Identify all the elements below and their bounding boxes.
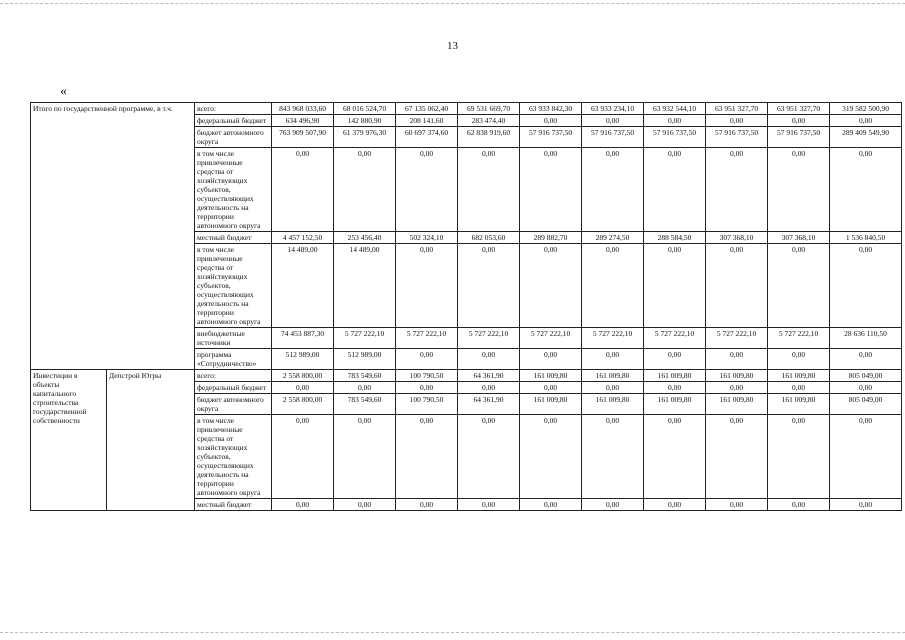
amount-cell: 0,00 [396,244,458,328]
amount-cell: 63 933 234,10 [582,103,644,115]
amount-cell: 67 135 062,40 [396,103,458,115]
amount-cell: 805 049,00 [830,394,902,415]
amount-cell: 0,00 [582,499,644,511]
amount-cell: 57 916 737,50 [706,127,768,148]
page-number: 13 [447,40,458,52]
amount-cell: 843 968 033,60 [272,103,334,115]
funding-source-label: в том числе привлеченные средства от хозяйствующих субъектов, осуществляющих деятельность на территории автономного округа [195,148,272,232]
amount-cell: 63 932 544,10 [644,103,706,115]
amount-cell: 783 549,60 [334,394,396,415]
amount-cell: 2 558 800,00 [272,370,334,382]
amount-cell: 0,00 [768,244,830,328]
amount-cell: 0,00 [830,115,902,127]
funding-source-label: всего: [195,370,272,382]
amount-cell: 0,00 [706,499,768,511]
amount-cell: 161 009,80 [706,370,768,382]
funding-source-label: местный бюджет [195,499,272,511]
amount-cell: 0,00 [396,415,458,499]
amount-cell: 0,00 [582,148,644,232]
amount-cell: 161 009,80 [706,394,768,415]
amount-cell: 289 409 549,90 [830,127,902,148]
amount-cell: 57 916 737,50 [768,127,830,148]
amount-cell: 161 009,80 [768,394,830,415]
amount-cell: 0,00 [458,415,520,499]
amount-cell: 0,00 [644,499,706,511]
funding-source-label: местный бюджет [195,232,272,244]
amount-cell: 0,00 [520,415,582,499]
section-title: Инвестиции в объекты капитального строительства государственной собственности [31,370,107,511]
amount-cell: 0,00 [520,115,582,127]
amount-cell: 4 457 152,50 [272,232,334,244]
amount-cell: 0,00 [396,349,458,370]
funding-source-label: федеральный бюджет [195,115,272,127]
top-scan-line [0,3,905,4]
amount-cell: 288 584,50 [644,232,706,244]
amount-cell: 68 016 524,70 [334,103,396,115]
amount-cell: 161 009,80 [520,394,582,415]
amount-cell: 0,00 [458,499,520,511]
amount-cell: 208 141,60 [396,115,458,127]
amount-cell: 0,00 [458,349,520,370]
amount-cell: 0,00 [520,382,582,394]
amount-cell: 289 882,70 [520,232,582,244]
bottom-scan-line [0,632,905,633]
amount-cell: 0,00 [768,382,830,394]
amount-cell: 783 549,60 [334,370,396,382]
amount-cell: 0,00 [644,148,706,232]
funding-source-label: в том числе привлеченные средства от хозяйствующих субъектов, осуществляющих деятельность на территории автономного округа [195,415,272,499]
amount-cell: 0,00 [458,382,520,394]
amount-cell: 682 053,60 [458,232,520,244]
amount-cell: 0,00 [582,244,644,328]
amount-cell: 0,00 [582,382,644,394]
amount-cell: 100 790,50 [396,394,458,415]
amount-cell: 634 496,90 [272,115,334,127]
amount-cell: 502 324,10 [396,232,458,244]
amount-cell: 0,00 [706,148,768,232]
amount-cell: 64 361,90 [458,394,520,415]
amount-cell: 0,00 [334,148,396,232]
amount-cell: 61 379 976,30 [334,127,396,148]
section-title: Итого по государственной программе, в т.ч. [31,103,195,370]
amount-cell: 0,00 [830,148,902,232]
amount-cell: 5 727 222,10 [458,328,520,349]
amount-cell: 0,00 [396,499,458,511]
amount-cell: 69 531 669,70 [458,103,520,115]
amount-cell: 0,00 [768,499,830,511]
amount-cell: 512 989,00 [334,349,396,370]
amount-cell: 161 009,80 [520,370,582,382]
amount-cell: 0,00 [520,244,582,328]
amount-cell: 0,00 [830,244,902,328]
amount-cell: 2 558 800,00 [272,394,334,415]
amount-cell: 0,00 [334,415,396,499]
amount-cell: 0,00 [396,382,458,394]
section-executor: Депстрой Югры [107,370,195,511]
amount-cell: 5 727 222,10 [582,328,644,349]
amount-cell: 0,00 [706,349,768,370]
amount-cell: 0,00 [520,499,582,511]
table-row [31,370,902,382]
amount-cell: 307 368,10 [706,232,768,244]
amount-cell: 161 009,80 [582,370,644,382]
amount-cell: 512 989,00 [272,349,334,370]
amount-cell: 100 790,50 [396,370,458,382]
amount-cell: 0,00 [520,349,582,370]
funding-source-label: внебюджетные источники [195,328,272,349]
funding-source-label: бюджет автономного округа [195,394,272,415]
amount-cell: 0,00 [272,148,334,232]
amount-cell: 57 916 737,50 [582,127,644,148]
amount-cell: 0,00 [644,382,706,394]
amount-cell: 0,00 [830,382,902,394]
table-row [31,103,902,115]
amount-cell: 0,00 [768,115,830,127]
amount-cell: 289 274,50 [582,232,644,244]
amount-cell: 57 916 737,50 [644,127,706,148]
amount-cell: 5 727 222,10 [396,328,458,349]
amount-cell: 0,00 [706,244,768,328]
amount-cell: 63 951 327,70 [768,103,830,115]
funding-source-label: программа «Сотрудничество» [195,349,272,370]
amount-cell: 74 453 887,30 [272,328,334,349]
funding-source-label: всего: [195,103,272,115]
amount-cell: 0,00 [272,499,334,511]
amount-cell: 0,00 [396,148,458,232]
budget-table-body [31,103,902,511]
amount-cell: 763 909 507,90 [272,127,334,148]
amount-cell: 0,00 [644,415,706,499]
amount-cell: 253 456,40 [334,232,396,244]
amount-cell: 0,00 [830,349,902,370]
amount-cell: 307 368,10 [768,232,830,244]
amount-cell: 5 727 222,10 [768,328,830,349]
amount-cell: 63 951 327,70 [706,103,768,115]
amount-cell: 14 489,00 [334,244,396,328]
funding-source-label: в том числе привлеченные средства от хозяйствующих субъектов, осуществляющих деятельность на территории автономного округа [195,244,272,328]
amount-cell: 161 009,80 [644,370,706,382]
amount-cell: 0,00 [830,499,902,511]
amount-cell: 0,00 [582,415,644,499]
amount-cell: 0,00 [644,349,706,370]
amount-cell: 0,00 [458,148,520,232]
amount-cell: 161 009,80 [644,394,706,415]
amount-cell: 805 049,00 [830,370,902,382]
amount-cell: 0,00 [520,148,582,232]
amount-cell: 0,00 [706,115,768,127]
amount-cell: 0,00 [582,115,644,127]
amount-cell: 5 727 222,10 [706,328,768,349]
amount-cell: 5 727 222,10 [520,328,582,349]
amount-cell: 0,00 [768,349,830,370]
amount-cell: 0,00 [706,415,768,499]
amount-cell: 283 474,40 [458,115,520,127]
amount-cell: 1 536 840,50 [830,232,902,244]
amount-cell: 0,00 [334,499,396,511]
amount-cell: 0,00 [272,382,334,394]
amount-cell: 5 727 222,10 [644,328,706,349]
amount-cell: 62 838 919,60 [458,127,520,148]
funding-source-label: бюджет автономного округа [195,127,272,148]
amount-cell: 0,00 [458,244,520,328]
amount-cell: 161 009,80 [582,394,644,415]
funding-source-label: федеральный бюджет [195,382,272,394]
amount-cell: 0,00 [830,415,902,499]
amount-cell: 14 489,00 [272,244,334,328]
amount-cell: 0,00 [272,415,334,499]
amount-cell: 64 361,90 [458,370,520,382]
amount-cell: 142 880,90 [334,115,396,127]
amount-cell: 63 933 842,30 [520,103,582,115]
amount-cell: 0,00 [644,244,706,328]
opening-quote-mark: « [60,84,67,99]
amount-cell: 0,00 [334,382,396,394]
amount-cell: 0,00 [768,415,830,499]
amount-cell: 0,00 [582,349,644,370]
amount-cell: 319 582 500,90 [830,103,902,115]
amount-cell: 28 636 110,50 [830,328,902,349]
amount-cell: 57 916 737,50 [520,127,582,148]
amount-cell: 0,00 [706,382,768,394]
amount-cell: 0,00 [768,148,830,232]
amount-cell: 0,00 [644,115,706,127]
budget-table [30,102,902,511]
amount-cell: 161 009,80 [768,370,830,382]
amount-cell: 5 727 222,10 [334,328,396,349]
amount-cell: 60 697 374,60 [396,127,458,148]
